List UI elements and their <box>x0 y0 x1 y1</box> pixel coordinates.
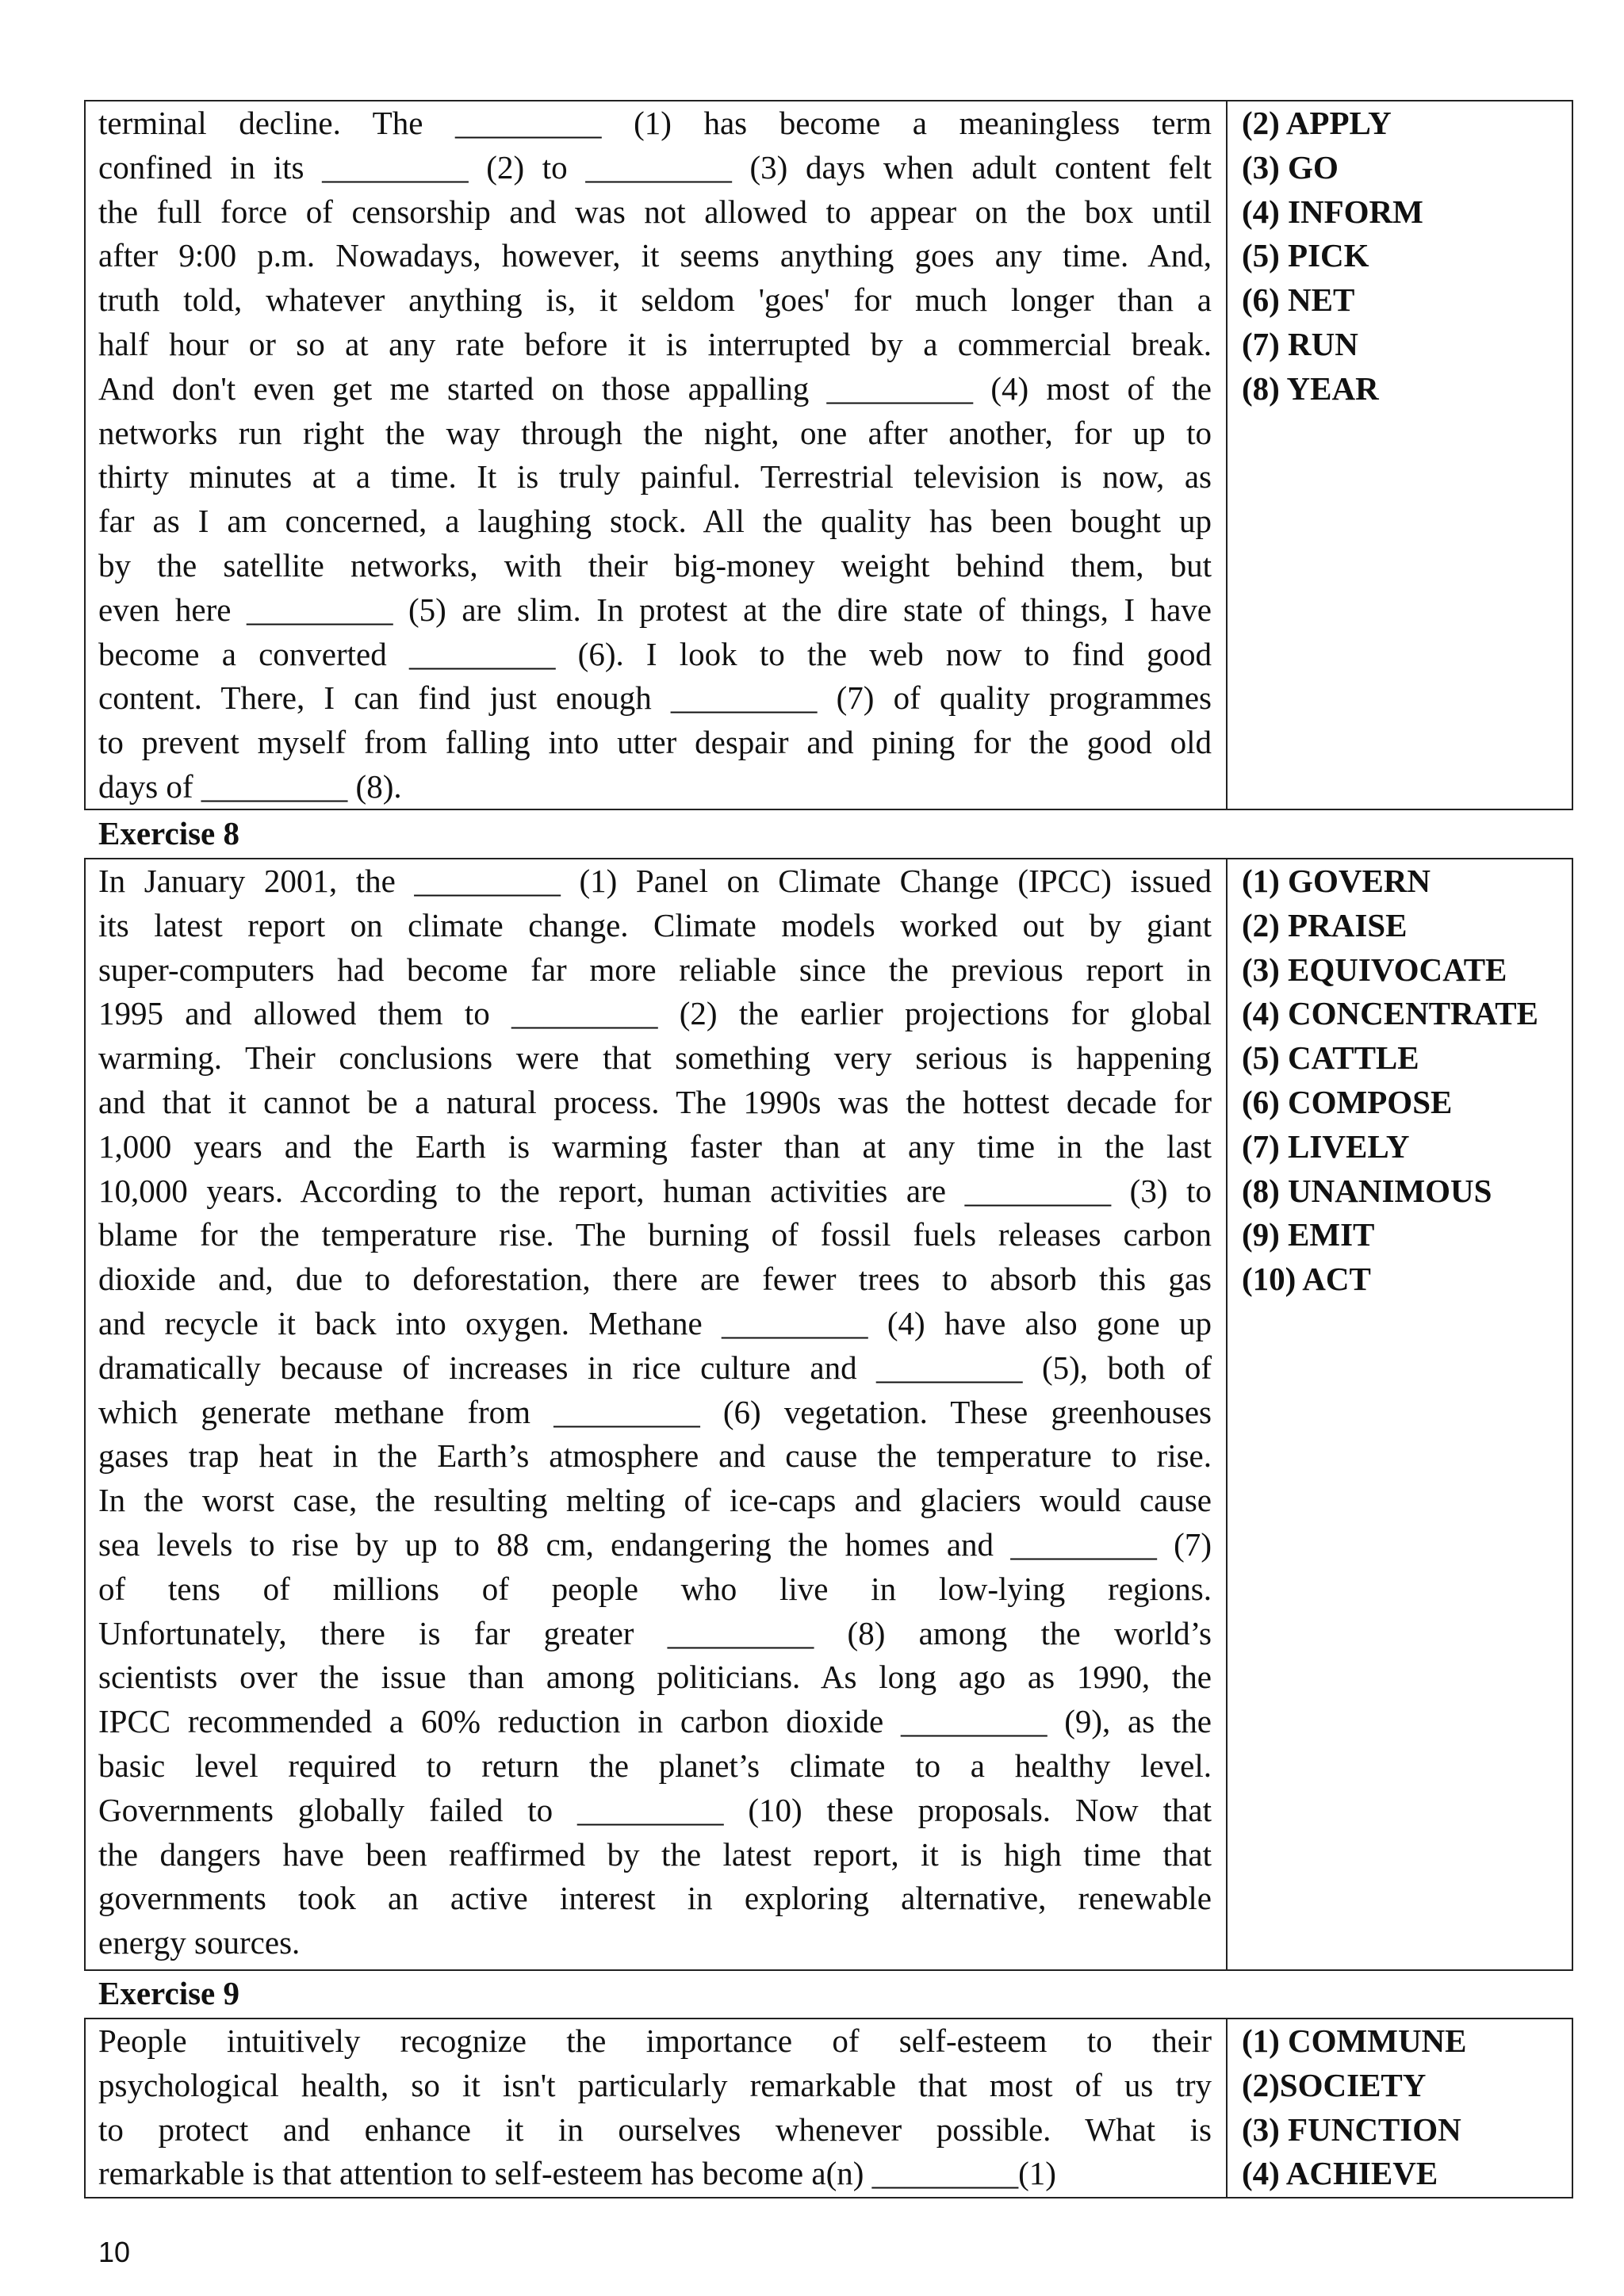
passage-line: which generate methane from _________ (6) vegetation. These greenhouses <box>98 1393 1212 1430</box>
passage-line: Unfortunately, there is far greater _________ (8) among the world’s <box>98 1614 1212 1651</box>
passage-line: the full force of censorship and was not allowed to appear on the box until <box>98 193 1212 230</box>
passage-line: by the satellite networks, with their big-money weight behind them, but <box>98 546 1212 584</box>
word-form-item: (2) APPLY <box>1242 105 1392 141</box>
page-number: 10 <box>98 2236 131 2268</box>
exercise-9-heading: Exercise 9 <box>98 1975 239 2011</box>
word-form-item: (8) YEAR <box>1242 369 1379 407</box>
passage-line: 10,000 years. According to the report, human activities are _________ (3) to <box>98 1172 1212 1209</box>
passage-line: psychological health, so it isn't particularly remarkable that most of us try <box>98 2066 1212 2103</box>
word-form-item: (1) COMMUNE <box>1242 2022 1467 2059</box>
passage-line: dramatically because of increases in rice culture and _________ (5), both of <box>98 1349 1212 1386</box>
passage-line: sea levels to rise by up to 88 cm, endangering the homes and _________ (7) <box>98 1525 1212 1563</box>
passage-line: governments took an active interest in exploring alternative, renewable <box>98 1880 1212 1917</box>
word-form-item: (7) LIVELY <box>1242 1127 1410 1165</box>
passage-line: People intuitively recognize the importance of self-esteem to their <box>98 2022 1212 2059</box>
passage-line: And don't even get me started on those appalling _________ (4) most of the <box>98 369 1212 407</box>
passage-line: dioxide and, due to deforestation, there are fewer trees to absorb this gas <box>98 1261 1212 1298</box>
word-form-item: (10) ACT <box>1242 1261 1371 1298</box>
passage-line: far as I am concerned, a laughing stock. All the quality has been bought up <box>98 503 1212 540</box>
passage-line: content. There, I can find just enough _________ (7) of quality programmes <box>98 679 1212 717</box>
passage-line: basic level required to return the planet’s climate to a healthy level. <box>98 1747 1212 1784</box>
passage-line: 1,000 years and the Earth is warming faster than at any time in the last <box>98 1127 1212 1165</box>
word-form-item: (3) FUNCTION <box>1242 2110 1461 2148</box>
passage-line: warming. Their conclusions were that something very serious is happening <box>98 1039 1212 1077</box>
passage-line: days of _________ (8). <box>98 767 402 805</box>
passage-line: blame for the temperature rise. The burning of fossil fuels releases carbon <box>98 1216 1212 1253</box>
exercise-9-table <box>84 2018 1573 2198</box>
passage-line: to prevent myself from falling into utter despair and pining for the good old <box>98 724 1212 761</box>
passage-line: the dangers have been reaffirmed by the latest report, it is high time that <box>98 1835 1212 1873</box>
passage-line: and that it cannot be a natural process. The 1990s was the hottest decade for <box>98 1083 1212 1120</box>
passage-line: to protect and enhance it in ourselves whenever possible. What is <box>98 2110 1212 2148</box>
word-form-item: (7) RUN <box>1242 325 1358 362</box>
passage-line: become a converted _________ (6). I look to the web now to find good <box>98 635 1212 672</box>
word-form-item: (1) GOVERN <box>1242 863 1431 899</box>
passage-line: half hour or so at any rate before it is interrupted by a commercial break. <box>98 325 1212 362</box>
passage-line: thirty minutes at a time. It is truly painful. Terrestrial television is now, as <box>98 458 1212 496</box>
passage-line: networks run right the way through the night, one after another, for up to <box>98 414 1212 451</box>
word-form-item: (6) NET <box>1242 281 1355 319</box>
passage-line: even here _________ (5) are slim. In protest at the dire state of things, I have <box>98 591 1212 628</box>
word-form-item: (9) EMIT <box>1242 1216 1375 1253</box>
passage-line: after 9:00 p.m. Nowadays, however, it seems anything goes any time. And, <box>98 237 1212 274</box>
word-form-item: (4) ACHIEVE <box>1242 2155 1438 2192</box>
passage-line: super-computers had become far more reliable since the previous report in <box>98 951 1212 988</box>
exercise-9-word-list <box>1228 2019 1572 2197</box>
word-form-item: (2)SOCIETY <box>1242 2066 1427 2103</box>
exercise-9-passage <box>86 2019 1228 2197</box>
word-form-item: (3) GO <box>1242 148 1339 186</box>
word-form-item: (3) EQUIVOCATE <box>1242 951 1507 988</box>
exercise-7-table <box>84 100 1573 810</box>
passage-line: energy sources. <box>98 1924 301 1961</box>
exercise-8-passage <box>86 859 1228 1969</box>
word-form-item: (6) COMPOSE <box>1242 1083 1453 1120</box>
exercise-8-word-list <box>1228 859 1572 1969</box>
word-form-item: (4) CONCENTRATE <box>1242 995 1538 1032</box>
exercise-7-passage <box>86 101 1228 809</box>
word-form-item: (2) PRAISE <box>1242 906 1408 943</box>
exercise-8-table <box>84 858 1573 1971</box>
passage-line: terminal decline. The _________ (1) has become a meaningless term <box>98 105 1212 141</box>
passage-line: truth told, whatever anything is, it seldom 'goes' for much longer than a <box>98 281 1212 319</box>
passage-line: its latest report on climate change. Climate models worked out by giant <box>98 906 1212 943</box>
passage-line: remarkable is that attention to self-esteem has become a(n) _________(1) <box>98 2155 1056 2192</box>
exercise-7-word-list <box>1228 101 1572 809</box>
passage-line: and recycle it back into oxygen. Methane _________ (4) have also gone up <box>98 1304 1212 1341</box>
passage-line: of tens of millions of people who live in low-lying regions. <box>98 1570 1212 1607</box>
word-form-item: (4) INFORM <box>1242 193 1423 230</box>
passage-line: Governments globally failed to _________ (10) these proposals. Now that <box>98 1791 1212 1828</box>
passage-line: scientists over the issue than among politicians. As long ago as 1990, the <box>98 1659 1212 1696</box>
passage-line: 1995 and allowed them to _________ (2) the earlier projections for global <box>98 995 1212 1032</box>
word-form-item: (5) PICK <box>1242 237 1369 274</box>
passage-line: confined in its _________ (2) to _________ (3) days when adult content felt <box>98 148 1212 186</box>
word-form-item: (8) UNANIMOUS <box>1242 1172 1492 1209</box>
passage-line: In the worst case, the resulting melting of ice-caps and glaciers would cause <box>98 1482 1212 1519</box>
passage-line: In January 2001, the _________ (1) Panel on Climate Change (IPCC) issued <box>98 863 1212 899</box>
exercise-8-heading: Exercise 8 <box>98 815 239 851</box>
passage-line: gases trap heat in the Earth’s atmosphere and cause the temperature to rise. <box>98 1437 1212 1475</box>
passage-line: IPCC recommended a 60% reduction in carbon dioxide _________ (9), as the <box>98 1703 1212 1740</box>
word-form-item: (5) CATTLE <box>1242 1039 1419 1077</box>
